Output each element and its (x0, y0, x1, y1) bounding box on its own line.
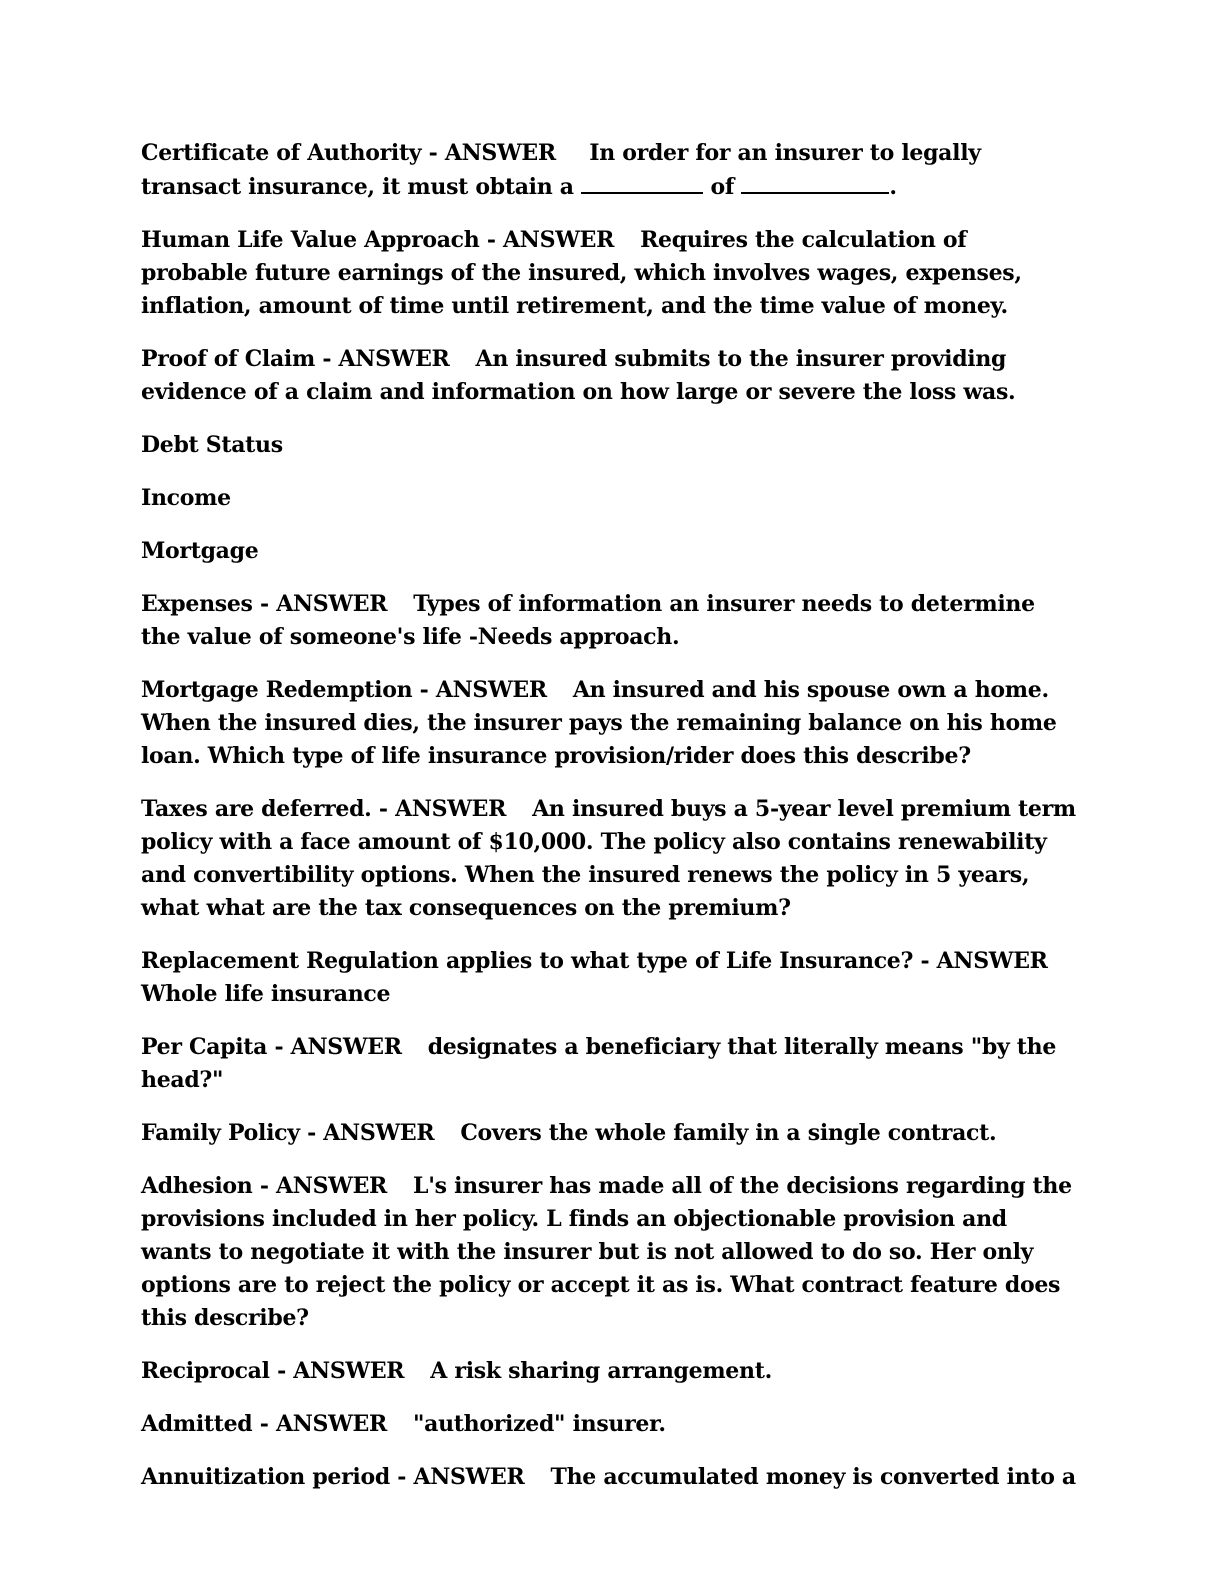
document-page (141, 137, 1084, 1514)
entry-term: Taxes are deferred. (141, 796, 372, 822)
fill-in-blank (581, 170, 703, 194)
entry-annuitization-period (141, 1461, 1076, 1494)
entry-term: Annuitization period (141, 1464, 390, 1490)
entry-term: Admitted (141, 1411, 253, 1437)
entry-family-policy (141, 1117, 1076, 1150)
answer-marker: - ANSWER (378, 796, 507, 822)
entry-definition: Requires the calculation of probable future earnings of the insured, which involves wages, expenses, inflation, amount of time until retirement, and the time value of money. (141, 227, 1030, 319)
entry-definition: In order for an insurer to legally transact insurance, it must obtain a (141, 140, 989, 200)
entry-term: Family Policy (141, 1120, 300, 1146)
entry-definition: Types of information an insurer needs to determine the value of someone's life -Needs approach. (141, 591, 1043, 650)
entry-adhesion (141, 1170, 1080, 1335)
entry-definition: An insured buys a 5-year level premium term policy with a face amount of $10,000. The policy also contains renewability and convertibility options. When the insured renews the policy in 5 years, what what are the tax consequences on the premium? (141, 796, 1084, 921)
answer-marker: - ANSWER (307, 1120, 435, 1146)
line-mortgage: Mortgage (141, 538, 259, 564)
entry-replacement-regulation (141, 945, 1076, 1011)
entry-term: Adhesion (141, 1173, 253, 1199)
answer-marker: - ANSWER (428, 140, 556, 166)
entry-definition: An insured and his spouse own a home. When the insured dies, the insurer pays the remaining balance on his home loan. Which type of life insurance provision/rider does this describe? (141, 677, 1064, 769)
entry-definition: designates a beneficiary that literally means "by the head?" (141, 1034, 1064, 1093)
fill-in-blank (741, 170, 889, 194)
answer-marker: - ANSWER (274, 1034, 402, 1060)
entry-certificate-of-authority (141, 137, 1076, 204)
entry-definition: Covers the whole family in a single contract. (460, 1120, 997, 1146)
entry-term: Expenses (141, 591, 253, 617)
answer-marker: - ANSWER (260, 591, 388, 617)
entry-admitted (141, 1408, 1076, 1441)
answer-marker: - ANSWER (322, 346, 450, 372)
entry-human-life-value-approach (141, 224, 1076, 323)
line-income: Income (141, 485, 231, 511)
entry-definition: L's insurer has made all of the decisions regarding the provisions included in her policy. L finds an objectionable provision and wants to negotiate it with the insurer but is not allowed to do so. Her only options are to reject the policy or accept it as is. What contract feature does this describe? (141, 1173, 1080, 1331)
entry-definition: A risk sharing arrangement. (430, 1358, 772, 1384)
entry-definition: Whole life insurance (141, 981, 391, 1007)
entry-definition: The accumulated money is converted into a (550, 1464, 1076, 1490)
entry-term: Replacement Regulation applies to what type of Life Insurance? (141, 948, 914, 974)
answer-marker: - ANSWER (397, 1464, 525, 1490)
entry-term: Human Life Value Approach (141, 227, 480, 253)
entry-reciprocal (141, 1355, 1076, 1388)
entry-per-capita (141, 1031, 1076, 1097)
entry-mortgage-redemption (141, 674, 1076, 773)
entry-definition-end: . (889, 174, 897, 200)
line-debt-status: Debt Status (141, 432, 283, 458)
entry-expenses (141, 588, 1076, 654)
answer-marker: - ANSWER (277, 1358, 405, 1384)
answer-marker: - ANSWER (486, 227, 615, 253)
entry-definition: "authorized" insurer. (412, 1411, 666, 1437)
entry-term: Certificate of Authority (141, 140, 422, 166)
entry-definition-connector: of (703, 174, 742, 200)
entry-term: Mortgage Redemption (141, 677, 413, 703)
entry-definition: An insured submits to the insurer providing evidence of a claim and information on how large or severe the loss was. (141, 346, 1016, 405)
answer-marker: - ANSWER (259, 1173, 388, 1199)
answer-marker: - ANSWER (259, 1411, 387, 1437)
entry-term: Per Capita (141, 1034, 268, 1060)
answer-marker: - ANSWER (920, 948, 1048, 974)
entry-term: Reciprocal (141, 1358, 270, 1384)
entry-proof-of-claim (141, 343, 1076, 409)
entry-taxes-are-deferred (141, 793, 1084, 925)
entry-term: Proof of Claim (141, 346, 315, 372)
answer-marker: - ANSWER (419, 677, 547, 703)
